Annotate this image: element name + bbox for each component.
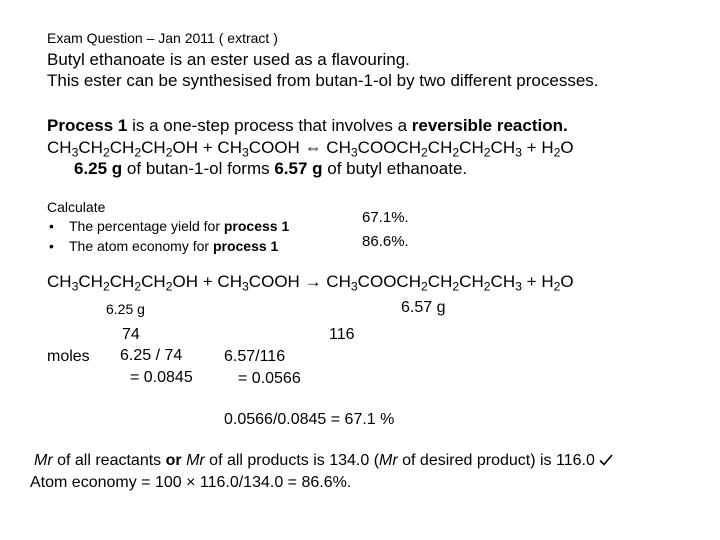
calculate-list	[47, 216, 289, 256]
intro-line-2: This ester can be synthesised from butan-1-ol by two different processes.	[47, 71, 599, 90]
working-mass-reactant: 6.25 g	[106, 301, 145, 317]
moles-calc-product: 6.57/116	[224, 348, 286, 365]
mass-text-end: of butyl ethanoate.	[322, 159, 468, 178]
process1-text: is a one-step process that involves a	[127, 116, 412, 135]
check-mark-icon	[599, 454, 613, 466]
atom-economy-line-2: Atom economy = 100 × 116.0/134.0 = 86.6%.	[30, 474, 352, 491]
process1-emphasis: reversible reaction.	[411, 116, 568, 135]
equation-products: $CH_3COOCH_2CH_2CH_2CH_3 + H_2O$	[326, 138, 574, 160]
moles-label: moles	[47, 348, 90, 365]
moles-result-reactant: = 0.0845	[130, 369, 193, 386]
process1-description	[47, 116, 568, 136]
moles-calc-reactant: 6.25 / 74	[120, 347, 183, 364]
exam-title: Exam Question – Jan 2011 ( extract )	[47, 30, 278, 46]
working-products: $CH_3COOCH_2CH_2CH_2CH_3 + H_2O$	[326, 272, 574, 294]
yield-calculation: 0.0566/0.0845 = 67.1 %	[224, 411, 395, 428]
arrow-right-icon: →	[304, 272, 322, 291]
process1-masses	[74, 159, 467, 179]
list-item: • The percentage yield for process 1	[47, 216, 289, 236]
equilibrium-arrow-icon: ⇔	[304, 138, 322, 157]
process1-equation	[47, 138, 574, 158]
process1-label: Process 1	[47, 116, 128, 135]
mass-reactant: 6.25 g	[74, 159, 123, 178]
equation-reactants: $CH_3CH_2CH_2CH_2OH$ + $CH_3COOH$	[47, 138, 300, 160]
moles-result-product: = 0.0566	[238, 370, 301, 387]
mr-reactant: 74	[122, 326, 140, 343]
working-mass-product: 6.57 g	[401, 299, 446, 316]
list-item: • The atom economy for process 1	[47, 236, 289, 256]
mass-text-mid: of butan-1-ol forms	[122, 159, 275, 178]
mr-product: 116	[329, 326, 355, 343]
working-reactants: $CH_3CH_2CH_2CH_2OH$ + $CH_3COOH$	[47, 272, 300, 294]
answer-yield: 67.1%.	[362, 209, 409, 226]
answer-atom-economy: 86.6%.	[362, 233, 409, 250]
calculate-heading: Calculate	[47, 199, 106, 215]
mass-product: 6.57 g	[274, 159, 323, 178]
working-equation	[47, 272, 574, 292]
atom-economy-line-1: Mr of all reactants or Mr of all products is 134.0 (Mr of desired product) is 116.0	[34, 452, 613, 470]
intro-line-1: Butyl ethanoate is an ester used as a flavouring.	[47, 50, 410, 69]
